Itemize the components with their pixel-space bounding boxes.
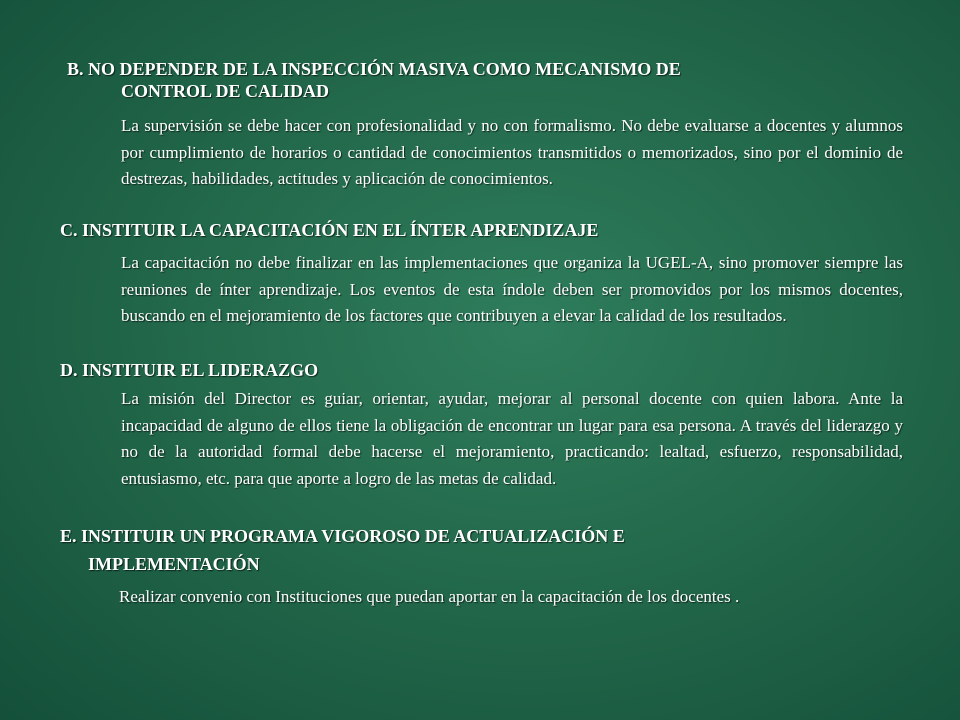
section-e-heading-line2: IMPLEMENTACIÓN	[88, 554, 260, 574]
section-c-body: La capacitación no debe finalizar en las implementaciones que organiza la UGEL-A, sino promover siempre las reuniones de ínter aprendizaje. Los eventos de esta índole deben ser promovidos por los mismos docentes, buscando en el mejoramiento de los factores que contribuyen a elevar la calidad de los resultados.	[121, 253, 903, 325]
section-b-heading-line2: CONTROL DE CALIDAD	[121, 81, 330, 101]
section-e-heading	[60, 522, 900, 578]
section-e-heading-line1: E. INSTITUIR UN PROGRAMA VIGOROSO DE ACTUALIZACIÓN E	[60, 526, 625, 546]
section-c-heading: C. INSTITUIR LA CAPACITACIÓN EN EL ÍNTER APRENDIZAJE	[60, 220, 599, 240]
section-b-heading-line1: B. NO DEPENDER DE LA INSPECCIÓN MASIVA COMO MECANISMO DE	[67, 59, 681, 79]
section-d-heading: D. INSTITUIR EL LIDERAZGO	[60, 360, 319, 380]
section-b-body: La supervisión se debe hacer con profesionalidad y no con formalismo. No debe evaluarse a docentes y alumnos por cumplimiento de horarios o cantidad de conocimientos transmitidos o memorizados, sino por el dominio de destrezas, habilidades, actitudes y aplicación de conocimientos.	[121, 116, 903, 188]
section-e-body: Realizar convenio con Instituciones que puedan aportar en la capacitación de los docentes .	[119, 587, 740, 606]
section-b-heading	[67, 58, 903, 102]
section-d-body: La misión del Director es guiar, orientar, ayudar, mejorar al personal docente con quien labora. Ante la incapacidad de alguno de ellos tiene la obligación de encontrar un lugar para esa persona. A través del liderazgo y no de la autoridad formal debe hacerse el mejoramiento, practicando: lealtad, esfuerzo, responsabilidad, entusiasmo, etc. para que aporte a logro de las metas de calidad.	[121, 389, 903, 488]
